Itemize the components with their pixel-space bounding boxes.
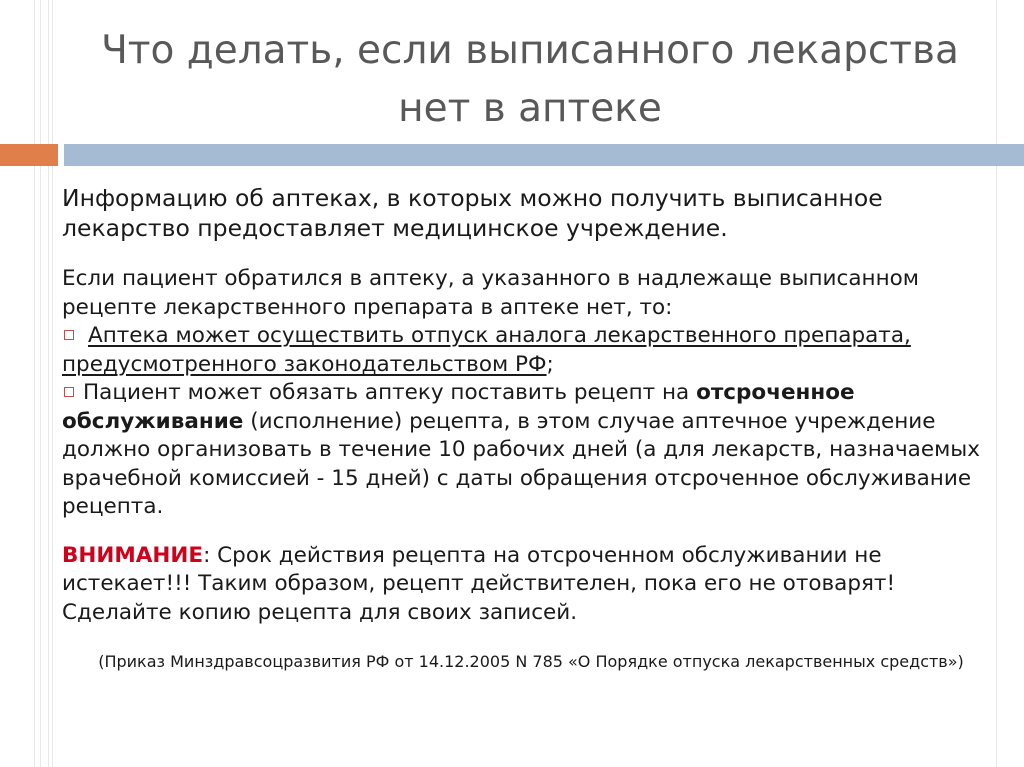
bullet-2-text-end: (исполнение) рецепта, в этом случае аптечное учреждение должно организовать в течение 10 рабочих дней (а для лекарств, назначаемых врачебной комиссией - 15 дней) с даты обращения отсроченное обслуживание рецепта.	[62, 408, 980, 519]
condition-text: Если пациент обратился в аптеку, а указанного в надлежаще выписанном рецепте лекарственного препарата в аптеке нет, то:	[62, 266, 920, 320]
bullet-1-text: Аптека может осуществить отпуск аналога лекарственного препарата, предусмотренного законодательством РФ	[62, 323, 911, 377]
slide-body	[62, 183, 982, 673]
square-bullet-icon	[64, 330, 74, 340]
warning-text: : Срок действия рецепта на отсроченном обслуживании не истекает!!! Таким образом, рецепт действителен, пока его не отоварят! Сделайте копию рецепта для своих записей.	[62, 542, 896, 625]
source-citation: (Приказ Минздравсоцразвития РФ от 14.12.2005 N 785 «О Порядке отпуска лекарственных средств»)	[98, 652, 964, 671]
bullet-2-text-start: Пациент может обязать аптеку поставить рецепт на	[83, 380, 697, 405]
decorative-line	[40, 0, 41, 767]
decorative-line	[48, 0, 49, 767]
warning-paragraph	[62, 542, 982, 628]
decorative-line	[52, 0, 53, 767]
decorative-line	[34, 0, 35, 767]
slide-title	[60, 22, 1000, 138]
title-line-2: нет в аптеке	[398, 86, 662, 131]
accent-bar-orange	[0, 144, 58, 166]
bullet-2-bold-text: отсроченное обслуживание	[62, 380, 855, 434]
instructions-paragraph	[62, 265, 982, 522]
accent-bar-blue	[64, 144, 1024, 166]
intro-paragraph: Информацию об аптеках, в которых можно получить выписанное лекарство предоставляет медицинское учреждение.	[62, 184, 883, 242]
warning-label: ВНИМАНИЕ	[62, 542, 204, 568]
bullet-1-end: ;	[546, 351, 554, 377]
square-bullet-icon	[64, 387, 74, 397]
title-line-1: Что делать, если выписанного лекарства	[101, 28, 959, 73]
